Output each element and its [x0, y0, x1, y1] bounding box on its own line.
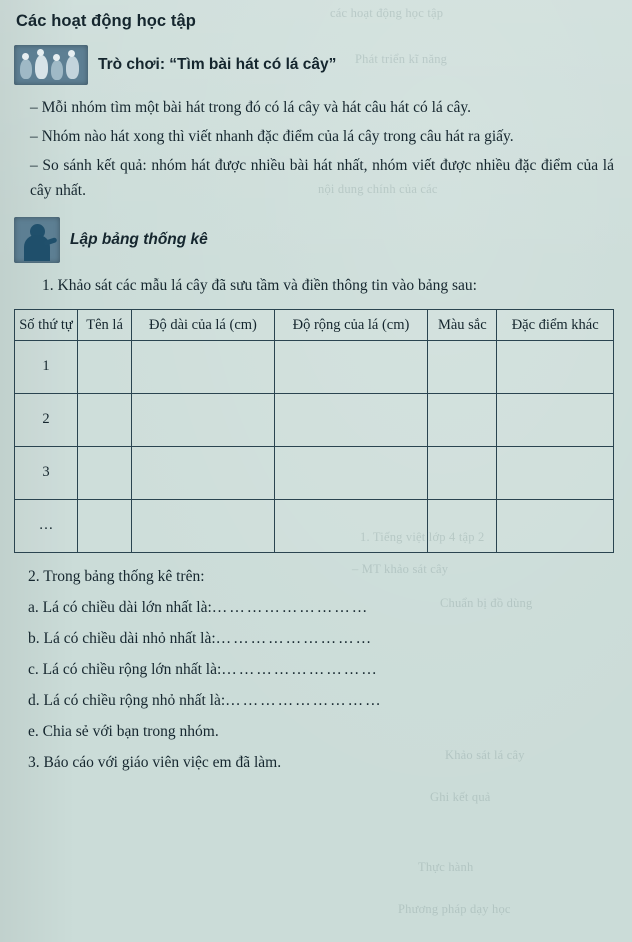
cell-index: 3	[15, 446, 78, 499]
col-header-color: Màu sắc	[428, 309, 497, 340]
cell-leaf-name[interactable]	[78, 499, 132, 552]
bleed-text: nội dung chính của các	[318, 182, 438, 196]
cell-other[interactable]	[497, 340, 614, 393]
task-1-text: 1. Khảo sát các mẫu lá cây đã sưu tầm và điền thông tin vào bảng sau:	[42, 277, 477, 295]
cell-color[interactable]	[428, 340, 497, 393]
col-header-leaf-name: Tên lá	[78, 309, 132, 340]
answer-blank-b[interactable]: ………………………	[215, 629, 374, 647]
task-2-item-e: e. Chia sẻ với bạn trong nhóm.	[28, 722, 219, 740]
answer-blank-a[interactable]: ………………………	[211, 598, 370, 616]
stats-title: Lập bảng thống kê	[70, 231, 208, 249]
task-2-item-a	[14, 596, 614, 620]
task-2-item-c-label: c. Lá có chiều rộng lớn nhất là:	[28, 660, 222, 678]
task-2-item-c	[14, 658, 614, 682]
cell-leaf-name[interactable]	[78, 393, 132, 446]
table-row	[15, 446, 614, 499]
answer-blank-c[interactable]: ………………………	[221, 660, 379, 678]
page-title: Các hoạt động học tập	[16, 12, 196, 30]
bleed-text: Khảo sát lá cây	[445, 748, 525, 762]
task-2-item-b-label: b. Lá có chiều dài nhỏ nhất là:	[28, 629, 216, 647]
task-2-item-d	[14, 689, 614, 713]
cell-width[interactable]	[274, 446, 428, 499]
col-header-other: Đặc điểm khác	[497, 309, 614, 340]
table-row	[15, 499, 614, 552]
cell-width[interactable]	[274, 340, 428, 393]
task-2-block	[14, 565, 614, 775]
game-activity-header	[14, 45, 614, 85]
bleed-text: Phương pháp dạy học	[398, 902, 511, 916]
table-header-row	[15, 309, 614, 340]
col-header-index: Số thứ tự	[15, 309, 78, 340]
task-2-item-b	[14, 627, 614, 651]
cell-length[interactable]	[132, 393, 275, 446]
cell-length[interactable]	[132, 499, 275, 552]
game-bullet-2: – Nhóm nào hát xong thì viết nhanh đặc điểm của lá cây trong câu hát ra giấy.	[30, 128, 514, 146]
cell-index: 1	[15, 340, 78, 393]
task-2-item-d-label: d. Lá có chiều rộng nhỏ nhất là:	[28, 691, 226, 709]
cell-color[interactable]	[428, 499, 497, 552]
task-2-intro: 2. Trong bảng thống kê trên:	[28, 567, 205, 585]
task-2-item-a-label: a. Lá có chiều dài lớn nhất là:	[28, 598, 212, 616]
bleed-text: – MT khảo sát cây	[352, 562, 449, 576]
answer-blank-d[interactable]: ………………………	[225, 691, 383, 709]
cell-leaf-name[interactable]	[78, 446, 132, 499]
student-writing-illustration	[14, 217, 60, 263]
stats-activity-header	[14, 217, 614, 263]
game-title: Trò chơi: “Tìm bài hát có lá cây”	[98, 56, 337, 73]
leaf-survey-table	[14, 309, 614, 553]
cell-width[interactable]	[274, 393, 428, 446]
cell-color[interactable]	[428, 393, 497, 446]
bleed-text: các hoạt động học tập	[330, 6, 444, 20]
game-bullet-1: – Mỗi nhóm tìm một bài hát trong đó có lá cây và hát câu hát có lá cây.	[30, 99, 472, 116]
cell-length[interactable]	[132, 446, 275, 499]
cell-index: …	[15, 499, 78, 552]
table-row	[15, 340, 614, 393]
cell-other[interactable]	[497, 393, 614, 446]
bleed-text: Ghi kết quả	[430, 790, 491, 804]
task-3-text: 3. Báo cáo với giáo viên việc em đã làm.	[28, 753, 282, 771]
cell-other[interactable]	[497, 446, 614, 499]
cell-other[interactable]	[497, 499, 614, 552]
bleed-text: 1. Tiếng việt lớp 4 tập 2	[360, 530, 485, 544]
col-header-length: Độ dài của lá (cm)	[132, 309, 275, 340]
cell-width[interactable]	[274, 499, 428, 552]
bleed-text: Chuẩn bị đồ dùng	[440, 596, 533, 610]
game-bullet-3: – So sánh kết quả: nhóm hát được nhiều bài hát nhất, nhóm viết được nhiều đặc điểm của lá cây nhất.	[30, 157, 614, 200]
cell-length[interactable]	[132, 340, 275, 393]
cell-leaf-name[interactable]	[78, 340, 132, 393]
cell-color[interactable]	[428, 446, 497, 499]
col-header-width: Độ rộng của lá (cm)	[274, 309, 428, 340]
bleed-text: Thực hành	[418, 860, 474, 874]
bleed-text: Phát triển kĩ năng	[355, 52, 448, 66]
group-singing-illustration	[14, 45, 88, 85]
cell-index: 2	[15, 393, 78, 446]
table-row	[15, 393, 614, 446]
